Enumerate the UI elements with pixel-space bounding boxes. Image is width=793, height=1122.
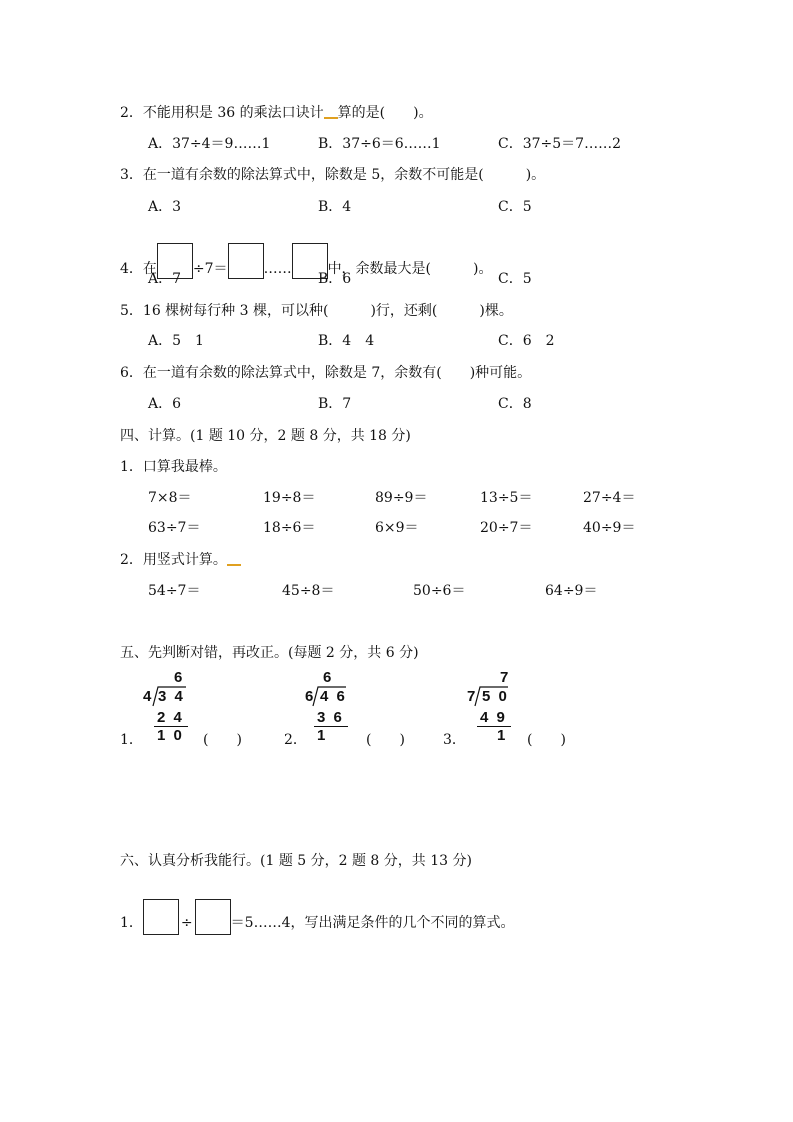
dividend: 4 6	[320, 688, 347, 705]
stem-text: ……	[263, 261, 292, 277]
answer-box[interactable]	[143, 899, 179, 935]
option-c[interactable]: C．5	[498, 271, 532, 287]
calc-item: 18÷6＝	[263, 520, 316, 536]
option-b[interactable]: B．37÷6＝6……1	[318, 136, 441, 152]
highlight-mark	[324, 117, 338, 119]
stem-text: ÷	[180, 915, 193, 931]
section-4-title: 四、计算。(1 题 10 分，2 题 8 分，共 18 分)	[120, 428, 411, 444]
quotient: 7	[500, 669, 511, 686]
section-6-q1	[120, 899, 514, 935]
answer-box[interactable]	[228, 243, 264, 279]
section-5-title: 五、先判断对错，再改正。(每题 2 分，共 6 分)	[120, 645, 419, 661]
question-number: 1．	[120, 915, 143, 931]
question-2-stem	[120, 104, 433, 122]
calc-item: 63÷7＝	[148, 520, 201, 536]
option-a[interactable]: A．3	[148, 199, 182, 215]
stem-text: 算的是( )。	[337, 105, 433, 121]
option-b[interactable]: B．6	[318, 271, 352, 287]
vertical-calc-item: 64÷9＝	[545, 583, 598, 599]
option-c[interactable]: C．6 2	[498, 333, 555, 349]
stem-text: 不能用积是 36 的乘法口诀计	[142, 105, 324, 121]
divisor: 7	[467, 688, 478, 705]
stem-text: 4．在	[120, 261, 157, 277]
option-a[interactable]: A．5 1	[148, 333, 204, 349]
quotient: 6	[174, 669, 185, 686]
item-number: 1．	[120, 732, 143, 748]
option-c[interactable]: C．8	[498, 396, 532, 412]
option-a[interactable]: A．6	[148, 396, 182, 412]
product: 3 6	[317, 709, 344, 726]
section-4-q1: 1．口算我最棒。	[120, 459, 227, 475]
item-number: 3．	[443, 732, 466, 748]
option-b[interactable]: B．4	[318, 199, 352, 215]
option-c[interactable]: C．37÷5＝7……2	[498, 136, 621, 152]
option-c[interactable]: C．5	[498, 199, 532, 215]
vertical-calc-item: 45÷8＝	[282, 583, 335, 599]
judge-blank[interactable]: ( )	[527, 732, 566, 748]
divisor: 6	[305, 688, 316, 705]
stem-text: 中，余数最大是( )。	[327, 261, 493, 277]
option-b[interactable]: B．4 4	[318, 333, 375, 349]
remainder: 1	[317, 727, 328, 744]
dividend: 5 0	[482, 688, 509, 705]
remainder: 1	[497, 727, 508, 744]
calc-item: 20÷7＝	[480, 520, 533, 536]
calc-item: 89÷9＝	[375, 490, 428, 506]
calc-item: 40÷9＝	[583, 520, 636, 536]
product: 4 9	[480, 709, 507, 726]
option-a[interactable]: A．7	[148, 271, 182, 287]
calc-item: 6×9＝	[375, 520, 419, 536]
option-a[interactable]: A．37÷4＝9……1	[148, 136, 271, 152]
quotient: 6	[323, 669, 334, 686]
question-number: 2．	[120, 105, 143, 121]
product: 2 4	[157, 709, 184, 726]
calc-item: 19÷8＝	[263, 490, 316, 506]
judge-blank[interactable]: ( )	[366, 732, 405, 748]
highlight-mark	[227, 564, 241, 566]
section-4-q2	[120, 551, 241, 569]
stem-text: 2．用竖式计算。	[120, 552, 227, 568]
question-6-stem: 6．在一道有余数的除法算式中，除数是 7，余数有( )种可能。	[120, 365, 532, 381]
calc-item: 13÷5＝	[480, 490, 533, 506]
remainder: 1 0	[157, 727, 184, 744]
option-b[interactable]: B．7	[318, 396, 352, 412]
calc-item: 27÷4＝	[583, 490, 636, 506]
divisor: 4	[143, 688, 154, 705]
stem-text: ÷7＝	[192, 261, 228, 277]
dividend: 3 4	[158, 688, 185, 705]
calc-item: 7×8＝	[148, 490, 192, 506]
answer-box[interactable]	[195, 899, 231, 935]
question-3-stem: 3．在一道有余数的除法算式中，除数是 5，余数不可能是( )。	[120, 167, 546, 183]
vertical-calc-item: 54÷7＝	[148, 583, 201, 599]
judge-blank[interactable]: ( )	[203, 732, 242, 748]
question-5-stem: 5．16 棵树每行种 3 棵，可以种( )行，还剩( )棵。	[120, 303, 513, 319]
vertical-calc-item: 50÷6＝	[413, 583, 466, 599]
section-6-title: 六、认真分析我能行。(1 题 5 分，2 题 8 分，共 13 分)	[120, 853, 472, 869]
stem-text: ＝5……4，写出满足条件的几个不同的算式。	[230, 915, 515, 931]
item-number: 2．	[284, 732, 307, 748]
